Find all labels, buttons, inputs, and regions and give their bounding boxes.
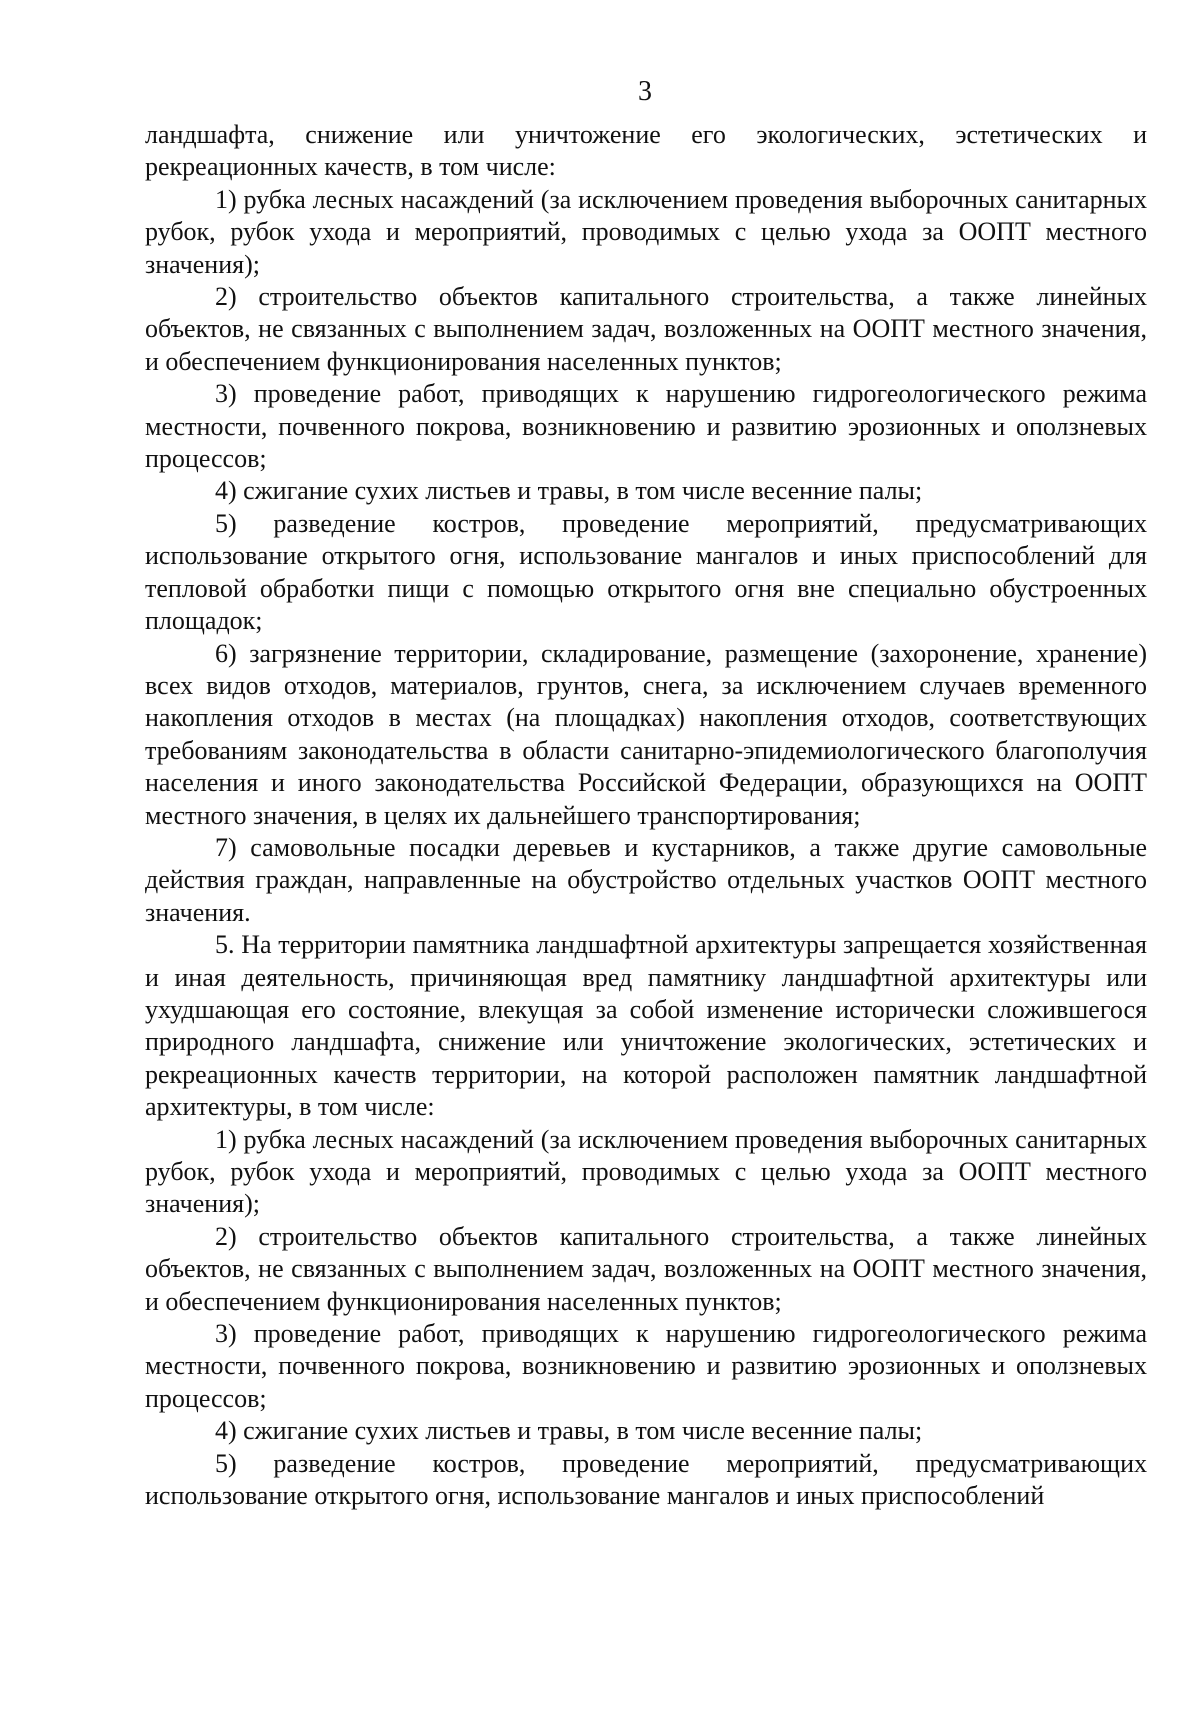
section-5-item-4-burning: 4) сжигание сухих листьев и травы, в том числе весенние палы; [215,1416,923,1446]
list-item-6-pollution: 6) загрязнение территории, складирование, размещение (захоронение, хранение) всех видов отходов, материалов, грунтов, снега, за исключением случаев временного накопления отходов в местах (на площадках) накопления отходов, соответствующих требованиям законодательства в области санитарно-эпидемиологического благополучия населения и иного законодательства Российской Федерации, образующихся на ООПТ местного значения, в целях их дальнейшего транспортирования; [145,638,1147,830]
section-5-item-5-fires: 5) разведение костров, проведение мероприятий, предусматривающих использование открытого огня, использование мангалов и иных приспособлений [145,1448,1147,1511]
list-item-3-hydrogeology: 3) проведение работ, приводящих к нарушению гидрогеологического режима местности, почвенного покрова, возникновению и развитию эрозионных и оползневых процессов; [145,379,1147,474]
section-5-item-3-hydrogeology: 3) проведение работ, приводящих к нарушению гидрогеологического режима местности, почвенного покрова, возникновению и развитию эрозионных и оползневых процессов; [145,1319,1147,1413]
list-item-2-construction: 2) строительство объектов капитального строительства, а также линейных объектов, не связанных с выполнением задач, возложенных на ООПТ местного значения, и обеспечением функционирования населенных пунктов; [145,282,1147,376]
list-item-5-fires: 5) разведение костров, проведение мероприятий, предусматривающих использование открытого огня, использование мангалов и иных приспособлений для тепловой обработки пищи с помощью открытого огня вне специально обустроенных площадок; [145,508,1147,636]
section-5-item-2-construction: 2) строительство объектов капитального строительства, а также линейных объектов, не связанных с выполнением задач, возложенных на ООПТ местного значения, и обеспечением функционирования населенных пунктов; [145,1221,1147,1316]
page-number: 3 [638,76,652,107]
list-item-1-logging: 1) рубка лесных насаждений (за исключением проведения выборочных санитарных рубок, рубок ухода и мероприятий, проводимых с целью ухода за ООПТ местного значения); [145,184,1147,279]
section-5-item-1-logging: 1) рубка лесных насаждений (за исключением проведения выборочных санитарных рубок, рубок ухода и мероприятий, проводимых с целью ухода за ООПТ местного значения); [145,1124,1147,1219]
list-item-7-planting: 7) самовольные посадки деревьев и кустарников, а также другие самовольные действия граждан, направленные на обустройство отдельных участков ООПТ местного значения. [145,832,1147,927]
paragraph-continuation: ландшафта, снижение или уничтожение его экологических, эстетических и рекреационных качеств, в том числе: [145,120,1147,182]
list-item-4-burning: 4) сжигание сухих листьев и травы, в том числе весенние палы; [215,476,923,506]
document-body [145,119,1147,1512]
section-5-paragraph: 5. На территории памятника ландшафтной архитектуры запрещается хозяйственная и иная деятельность, причиняющая вред памятнику ландшафтной архитектуры или ухудшающая его состояние, влекущая за собой изменение исторически сложившегося природного ландшафта, снижение или уничтожение экологических, эстетических и рекреационных качеств территории, на которой расположен памятник ландшафтной архитектуры, в том числе: [145,930,1147,1122]
